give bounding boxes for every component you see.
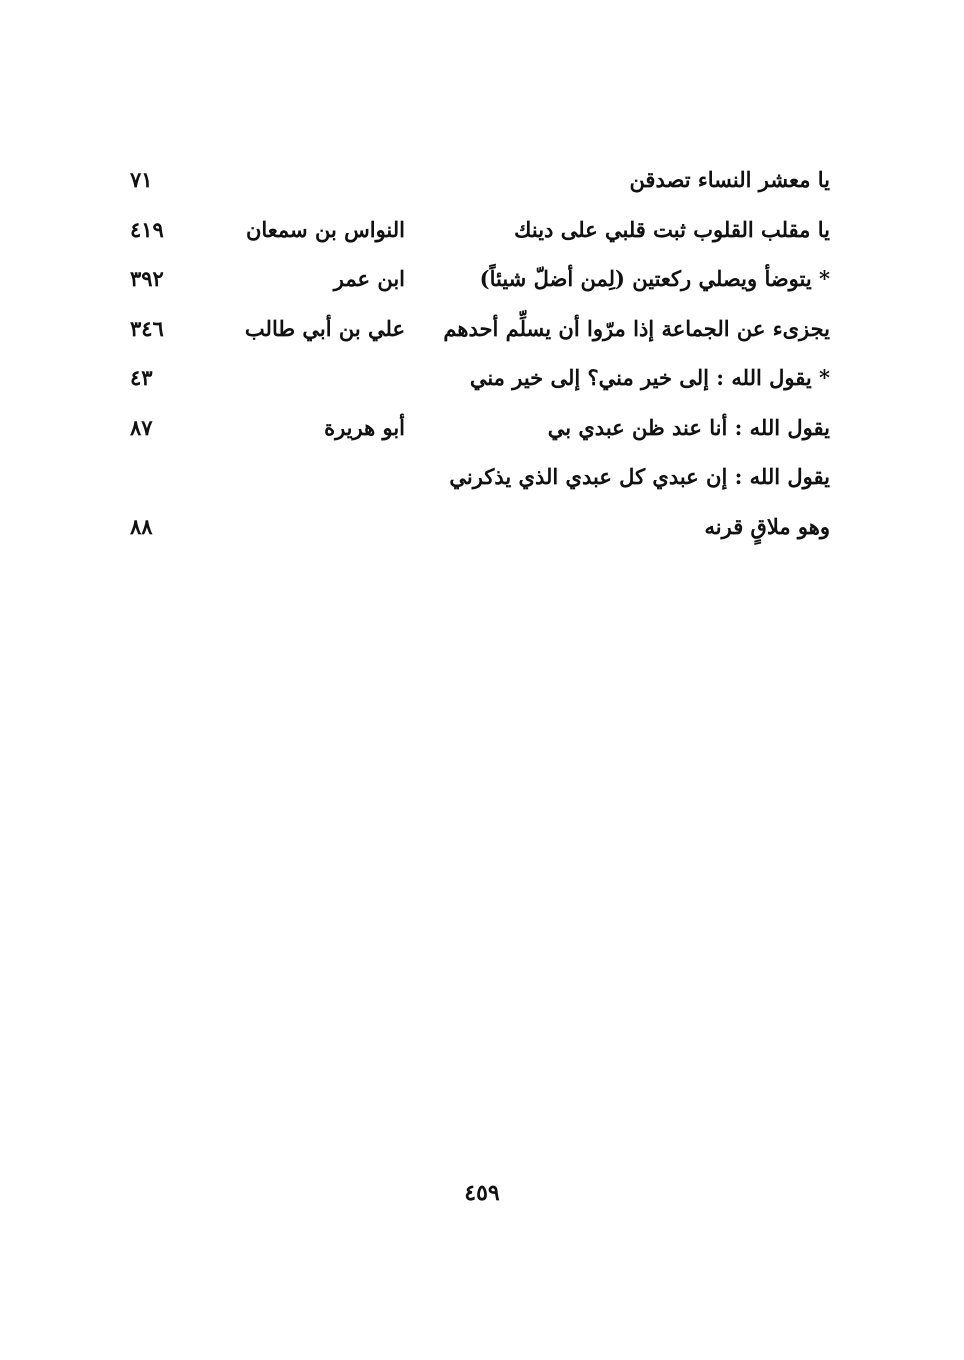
- page-reference: ٧١: [130, 167, 153, 192]
- index-row: [130, 208, 830, 258]
- narrator-name: ابن عمر: [333, 266, 405, 291]
- index-row: [130, 307, 830, 357]
- index-row: [130, 356, 830, 406]
- page-reference: ٤٣: [130, 365, 153, 390]
- index-row: [130, 505, 830, 555]
- index-row: [130, 455, 830, 505]
- index-row: [130, 158, 830, 208]
- index-row: [130, 257, 830, 307]
- hadith-text: وهو ملاقٍ قرنه: [704, 513, 830, 539]
- hadith-index-table: [130, 158, 830, 554]
- hadith-text: يا مقلب القلوب ثبت قلبي على دينك: [514, 216, 830, 242]
- narrator-name: أبو هريرة: [324, 414, 405, 440]
- page-number: ٤٥٩: [464, 1180, 500, 1206]
- page-reference: ٤١٩: [130, 216, 164, 242]
- page-reference: ٣٩٢: [130, 266, 164, 291]
- hadith-text: * يقول الله : إلى خير مني؟ إلى خير مني: [469, 365, 830, 390]
- hadith-text: يجزىء عن الجماعة إذا مرّوا أن يسلِّم أحدهم: [443, 315, 830, 341]
- narrator-name: النواس بن سمعان: [245, 216, 405, 242]
- page-reference: ٨٧: [130, 414, 153, 440]
- page-reference: ٨٨: [130, 513, 153, 539]
- index-row: [130, 406, 830, 456]
- hadith-text: * يتوضأ ويصلي ركعتين (لِمن أضلّ شيئاً): [479, 266, 830, 291]
- page-reference: ٣٤٦: [130, 315, 164, 341]
- hadith-text: يقول الله : إن عبدي كل عبدي الذي يذكرني: [449, 464, 830, 489]
- narrator-name: علي بن أبي طالب: [244, 315, 405, 341]
- hadith-text: يا معشر النساء تصدقن: [629, 167, 830, 192]
- hadith-text: يقول الله : أنا عند ظن عبدي بي: [547, 414, 830, 440]
